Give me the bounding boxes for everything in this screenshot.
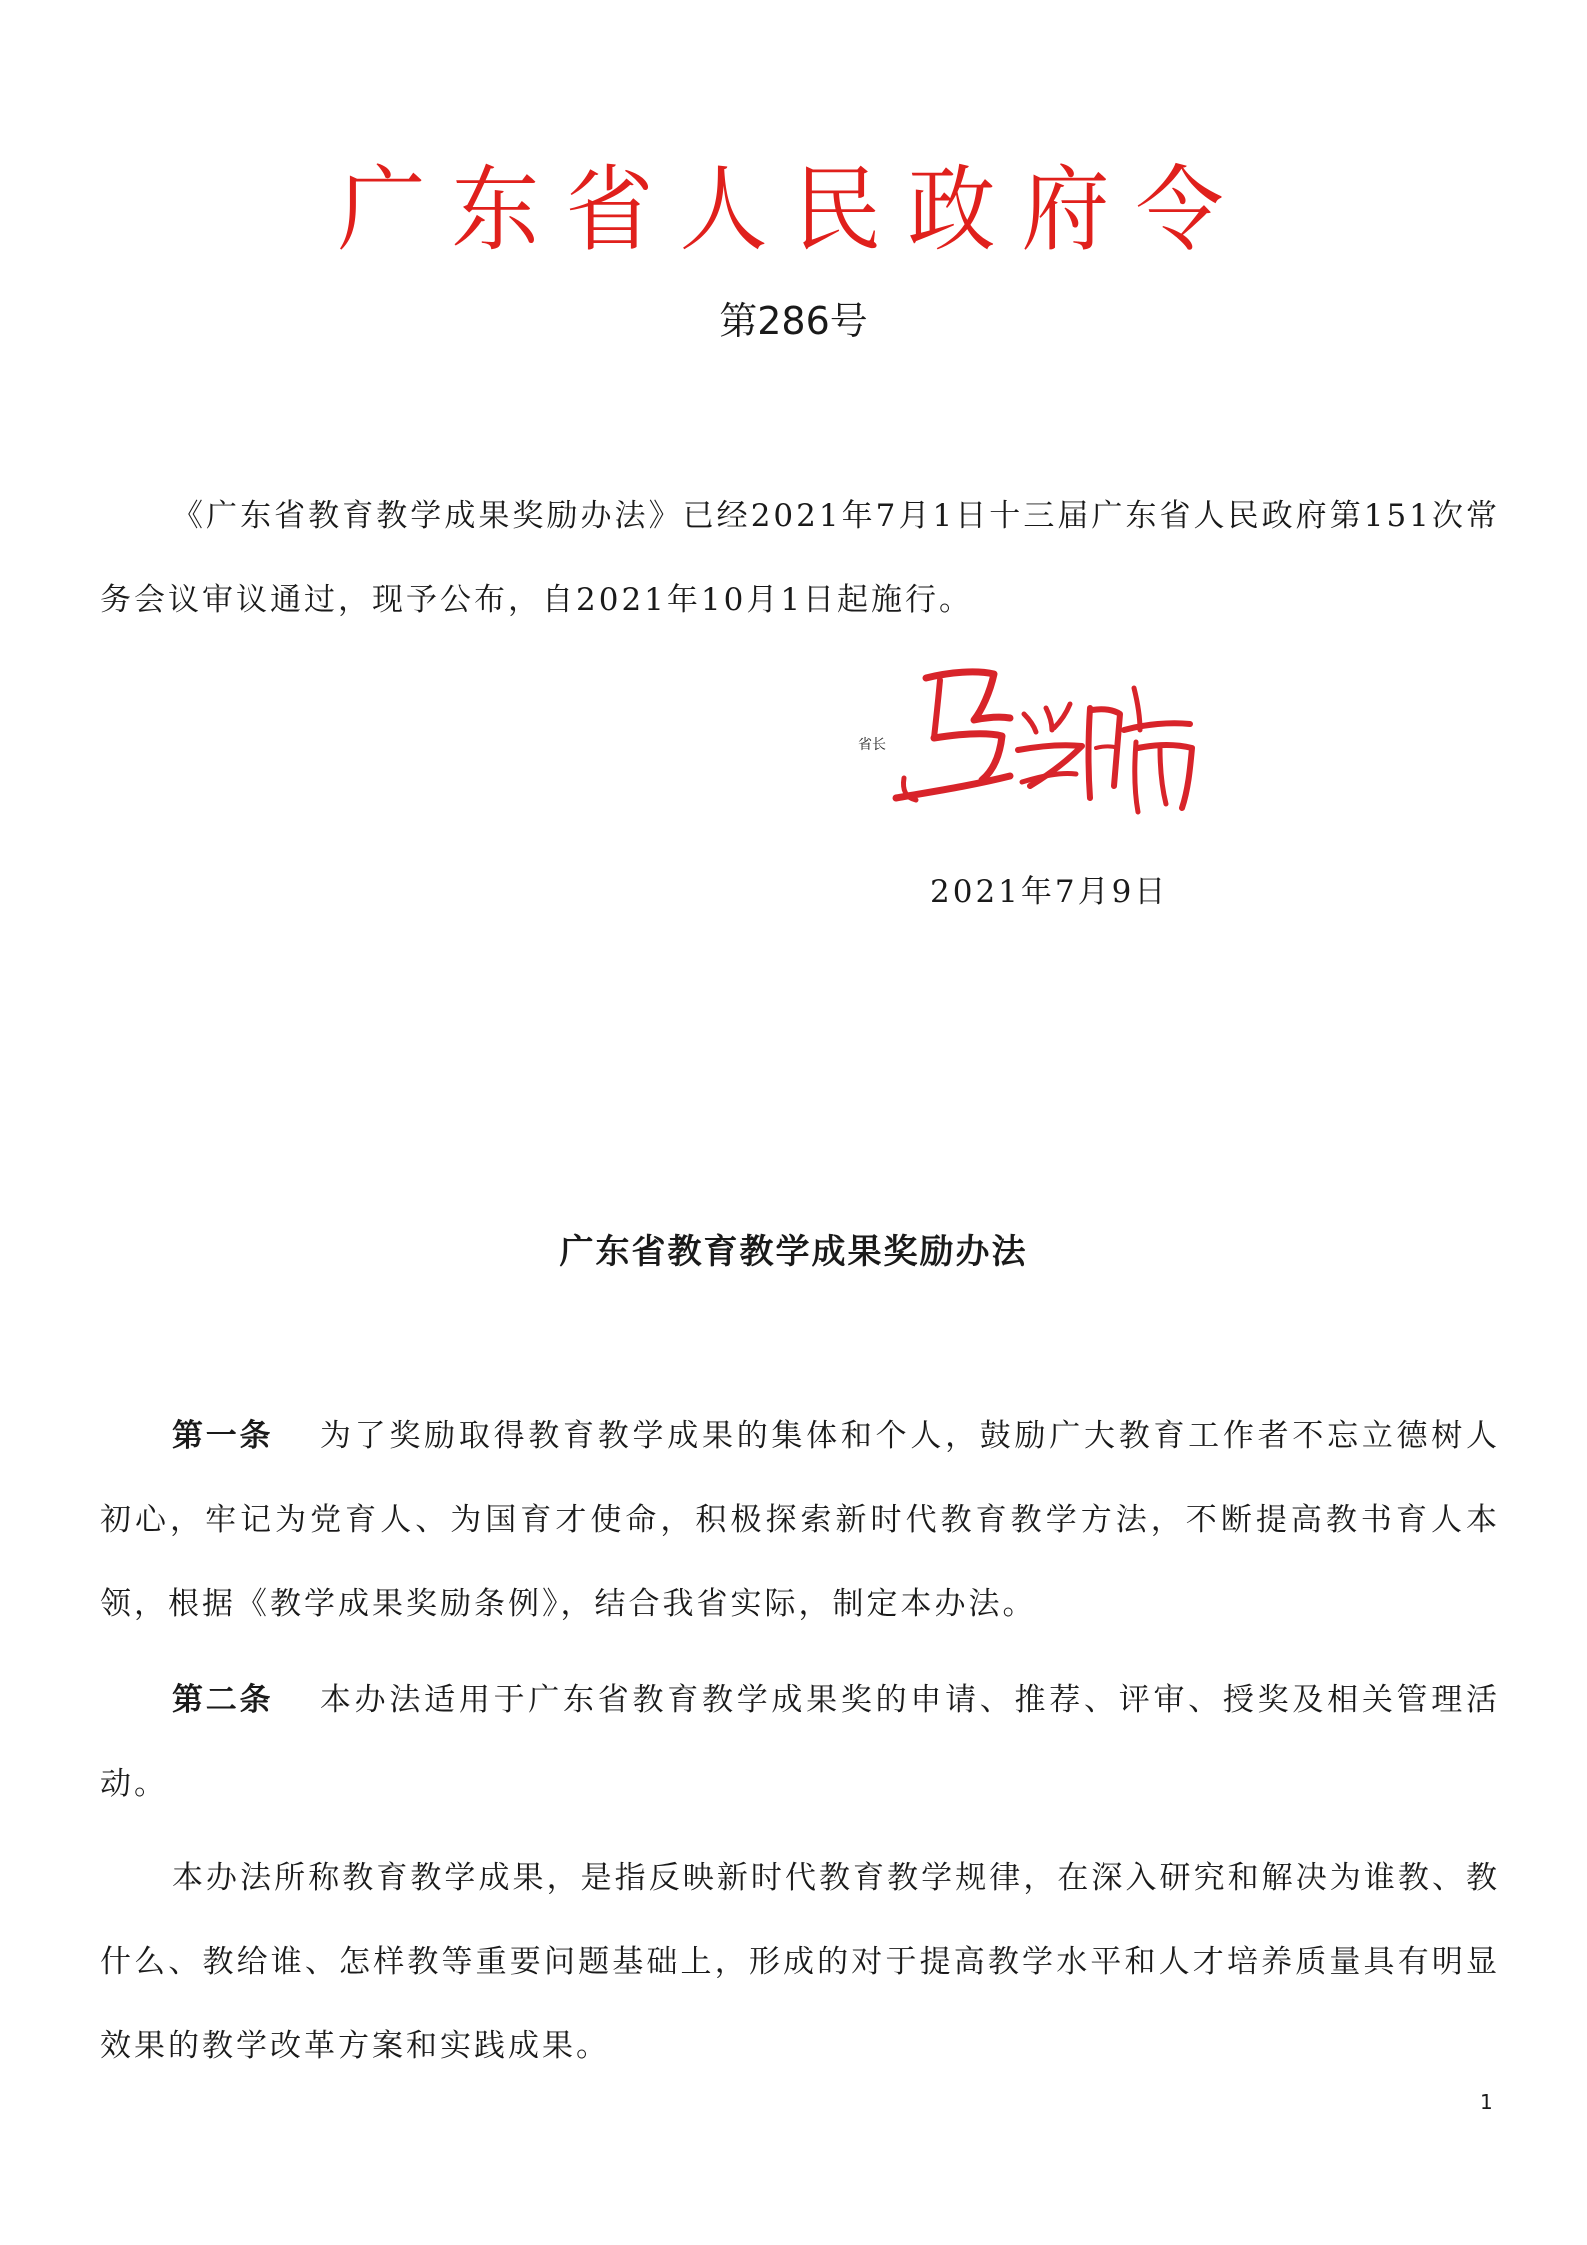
order-number: 第286号 — [719, 299, 868, 343]
handwritten-signature — [890, 658, 1210, 828]
article-2-label: 第二条 — [172, 1682, 274, 1718]
article-2-text: 本办法适用于广东省教育教学成果奖的申请、推荐、评审、授奖及相关管理活动。 — [100, 1682, 1501, 1802]
promulgation-paragraph: 《广东省教育教学成果奖励办法》已经2021年7月1日十三届广东省人民政府第151次常务会议审议通过，现予公布，自2021年10月1日起施行。 — [100, 498, 1500, 618]
signing-date: 2021年7月9日 — [930, 874, 1169, 910]
article-1-label: 第一条 — [172, 1418, 274, 1454]
measures-title: 广东省教育教学成果奖励办法 — [559, 1232, 1028, 1272]
article-1-text: 为了奖励取得教育教学成果的集体和个人，鼓励广大教育工作者不忘立德树人初心，牢记为党育人、为国育才使命，积极探索新时代教育教学方法，不断提高教书育人本领，根据《教学成果奖励条例》，结合我省实际，制定本办法。 — [100, 1418, 1501, 1622]
signatory-title: 省长 — [858, 737, 886, 753]
article-2-paragraph-2: 本办法所称教育教学成果，是指反映新时代教育教学规律，在深入研究和解决为谁教、教什么、教给谁、怎样教等重要问题基础上，形成的对于提高教学水平和人才培养质量具有明显效果的教学改革方案和实践成果。 — [100, 1860, 1500, 2064]
government-order-title: 广东省人民政府令 — [337, 154, 1250, 265]
article-1 — [100, 1394, 1500, 1646]
article-2 — [100, 1658, 1500, 1826]
page-number: 1 — [1480, 2090, 1493, 2114]
